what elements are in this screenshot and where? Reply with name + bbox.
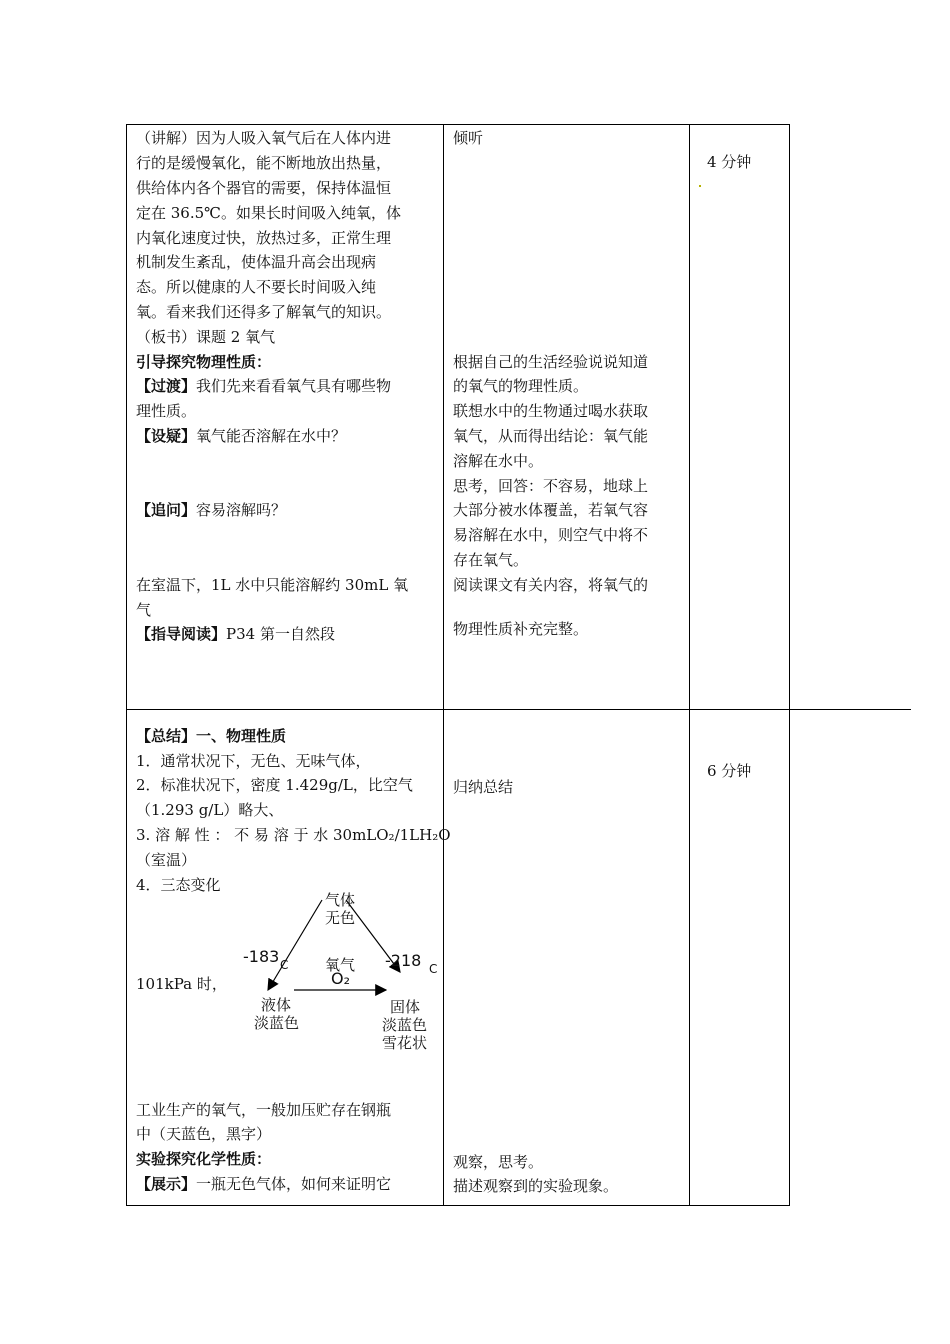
solid-color: 淡蓝色 [382, 1016, 428, 1034]
summary-title: 一、物理性质 [196, 727, 287, 745]
student-line-4: 氧气，从而得出结论：氧气能 [453, 427, 649, 445]
student-line-10: 阅读课文有关内容，将氧气的 [453, 576, 649, 594]
section-heading-physical: 引导探究物理性质： [136, 353, 272, 371]
transition-line-2: 理性质。 [136, 402, 197, 420]
liquid-color: 淡蓝色 [254, 1014, 300, 1032]
industrial-line-1: 工业生产的氧气，一般加压贮存在钢瓶 [136, 1101, 392, 1119]
reading-tag: 【指导阅读】 [136, 625, 227, 643]
temp-right: -218 [385, 951, 422, 970]
gas-to-liquid-arrow [268, 900, 322, 990]
followup-text: 容易溶解吗？ [196, 501, 287, 519]
show-text: 一瓶无色气体，如何来证明它 [196, 1175, 392, 1193]
temp-left: -183 [243, 947, 280, 966]
prop-line-4: 3. 溶 解 性 ： 不 易 溶 于 水 30mLO₂/1LH₂O [136, 826, 451, 844]
gas-color: 无色 [325, 909, 356, 927]
student-observe: 观察，思考。 [453, 1153, 544, 1171]
teacher-line-4: 定在 36.5℃。如果长时间吸入纯氧，体 [136, 204, 401, 222]
liquid-label: 液体 [261, 996, 292, 1014]
prop-line-5: （室温） [136, 851, 197, 869]
student-describe: 描述观察到的实验现象。 [453, 1177, 619, 1195]
temp-right-unit: C [429, 962, 438, 976]
student-line-3: 联想水中的生物通过喝水获取 [453, 402, 649, 420]
show-line [136, 1172, 391, 1197]
solubility-line-1: 在室温下，1L 水中只能溶解约 30mL 氧 [136, 576, 409, 594]
student-line-11: 物理性质补充完整。 [453, 620, 589, 638]
show-tag: 【展示】 [136, 1175, 197, 1193]
student-line-5: 溶解在水中。 [453, 452, 544, 470]
gas-label: 气体 [325, 891, 356, 909]
question-tag: 【设疑】 [136, 427, 197, 445]
reading-text: P34 第一自然段 [226, 625, 335, 643]
followup-tag: 【追问】 [136, 501, 197, 519]
summary-tag: 【总结】 [136, 727, 197, 745]
teacher-line-7: 态。所以健康的人不要长时间吸入纯 [136, 278, 377, 296]
question-text: 氧气能否溶解在水中？ [196, 427, 347, 445]
teacher-line-8: 氧。看来我们还得多了解氧气的知识。 [136, 303, 392, 321]
teacher-line-1: （讲解）因为人吸入氧气后在人体内进 [136, 129, 392, 147]
time-row1: 4 分钟 [707, 153, 752, 171]
prop-line-2: 2．标准状况下，密度 1.429g/L，比空气 [136, 776, 413, 794]
center-name: 氧气 [325, 956, 356, 974]
section-heading-chemical: 实验探究化学性质： [136, 1150, 272, 1168]
transition-text: 我们先来看看氧气具有哪些物 [196, 377, 392, 395]
teacher-line-3: 供给体内各个器官的需要，保持体温恒 [136, 179, 392, 197]
student-listen: 倾听 [453, 129, 484, 147]
student-line-7: 大部分被水体覆盖，若氧气容 [453, 501, 649, 519]
solubility-line-2: 气 [136, 601, 152, 619]
prop-line-3: （1.293 g/L）略大、 [136, 801, 284, 819]
prop-line-1: 1．通常状况下，无色、无味气体， [136, 752, 371, 770]
teacher-line-5: 内氧化速度过快，放热过多，正常生理 [136, 229, 392, 247]
teacher-line-6: 机制发生紊乱，使体温升高会出现病 [136, 253, 377, 271]
solid-form: 雪花状 [382, 1034, 428, 1052]
student-line-1: 根据自己的生活经验说说知道 [453, 353, 649, 371]
prop-line-6: 4．三态变化 [136, 876, 221, 894]
center-formula: O₂ [331, 969, 351, 988]
pressure-label: 101kPa 时， [136, 975, 227, 993]
board-title: （板书）课题 2 氧气 [136, 328, 276, 346]
transition-tag: 【过渡】 [136, 377, 197, 395]
solid-label: 固体 [390, 998, 421, 1016]
student-summary: 归纳总结 [453, 778, 514, 796]
student-line-2: 的氧气的物理性质。 [453, 377, 589, 395]
student-line-8: 易溶解在水中，则空气中将不 [453, 526, 649, 544]
industrial-line-2: 中（天蓝色，黑字） [136, 1125, 272, 1143]
student-line-6: 思考，回答：不容易，地球上 [453, 477, 649, 495]
time-row2: 6 分钟 [707, 762, 752, 780]
student-line-9: 存在氧气。 [453, 551, 529, 569]
teacher-line-2: 行的是缓慢氧化，能不断地放出热量， [136, 154, 392, 172]
temp-left-unit: C [280, 958, 289, 972]
